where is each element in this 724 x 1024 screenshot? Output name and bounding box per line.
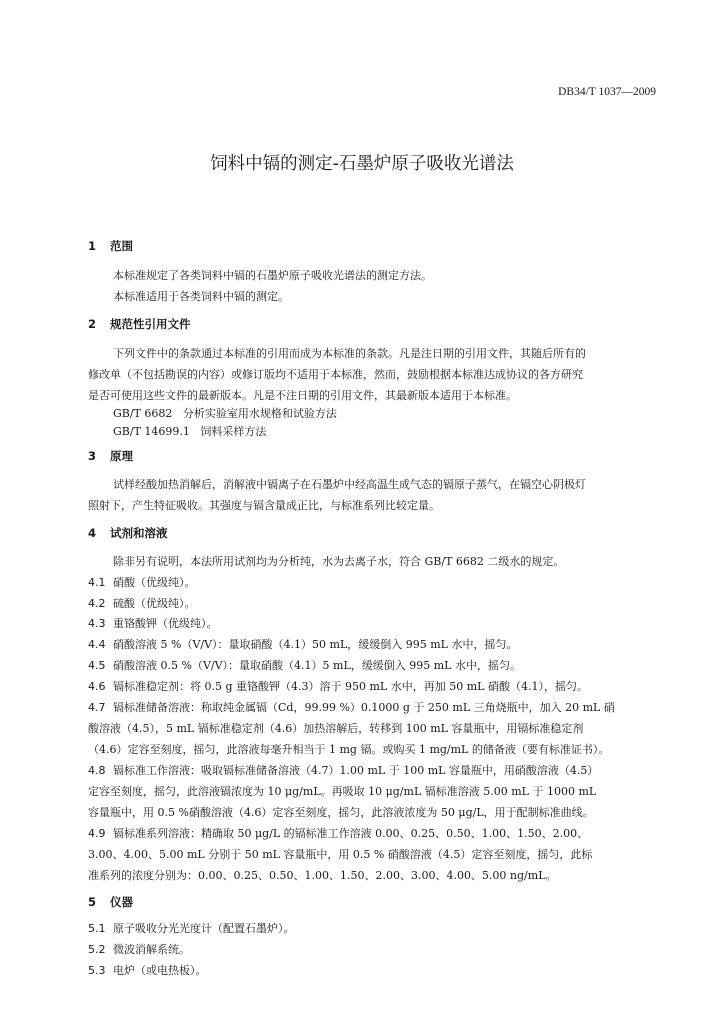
clause-item	[88, 634, 656, 655]
section-5-heading	[88, 894, 133, 910]
clause-text: 微波消解系统。	[113, 943, 190, 956]
clause-text-line: 3.00、4.00、5.00 mL 分别于 50 mL 容量瓶中，用 0.5 % 硝酸溶液（4.5）定容至刻度，摇匀，此标	[88, 848, 593, 861]
paragraph-line: 试样经酸加热消解后，消解液中镉离子在石墨炉中经高温生成气态的镉原子蒸气，在镉空心阴极灯	[113, 478, 586, 491]
section-1-heading	[88, 238, 133, 254]
section-title: 范围	[110, 239, 134, 253]
clause-item	[88, 697, 656, 760]
clause-number: 4.3	[88, 617, 106, 630]
section-4-heading	[88, 525, 168, 541]
section-2-heading	[88, 316, 191, 332]
clause-text: 重铬酸钾（优级纯）。	[113, 617, 218, 630]
clause-text-line: 容量瓶中，用 0.5 %硝酸溶液（4.6）定容至刻度，摇匀，此溶液浓度为 50 μg/L，用于配制标准曲线。	[88, 806, 594, 819]
clause-text: 镉标准稳定剂：将 0.5 g 重铬酸钾（4.3）溶于 950 mL 水中，再加 50 mL 硝酸（4.1），摇匀。	[113, 680, 588, 693]
standard-code: DB34/T 1037—2009	[558, 86, 656, 98]
clause-item	[88, 572, 656, 593]
clause-text: 原子吸收分光光度计（配置石墨炉）。	[113, 922, 295, 935]
clause-number: 4.9	[88, 827, 106, 840]
clause-number: 4.6	[88, 680, 106, 693]
paragraph: 本标准规定了各类饲料中镉的石墨炉原子吸收光谱法的测定方法。	[113, 269, 432, 282]
clause-text: 硝酸（优级纯）。	[113, 576, 196, 589]
clause-text: 硫酸（优级纯）。	[113, 597, 196, 610]
section-number: 4	[88, 526, 97, 540]
clause-number: 5.1	[88, 922, 106, 935]
clause-number: 5.3	[88, 964, 106, 977]
clause-number: 5.2	[88, 943, 106, 956]
clause-text-line: 镉标准储备溶液：称取纯金属镉（Cd，99.99 %）0.1000 g 于 250 mL 三角烧瓶中，加入 20 mL 硝	[113, 701, 615, 714]
section-title: 原理	[110, 449, 134, 463]
clause-item	[88, 760, 656, 823]
clause-item	[88, 655, 656, 676]
paragraph: 除非另有说明，本法所用试剂均为分析纯，水为去离子水，符合 GB/T 6682 二级水的规定。	[113, 555, 565, 568]
section-title: 试剂和溶液	[110, 526, 168, 540]
clause-text: 硝酸溶液 5 %（V/V）：量取硝酸（4.1）50 mL，缓缓倒入 995 mL 水中，摇匀。	[113, 638, 518, 651]
paragraph-line: 是否可使用这些文件的最新版本。凡是不注日期的引用文件，其最新版本适用于本标准。	[88, 389, 517, 402]
clause-number: 4.7	[88, 701, 106, 714]
section-title: 规范性引用文件	[110, 317, 191, 331]
section-number: 5	[88, 895, 97, 909]
clause-item	[88, 593, 656, 614]
clause-number: 4.8	[88, 764, 106, 777]
clause-text-line: 定容至刻度，摇匀，此溶液镉浓度为 10 μg/mL。再吸取 10 μg/mL 镉标准溶液 5.00 mL 于 1000 mL	[88, 785, 597, 798]
clause-item	[88, 823, 656, 886]
clause-item	[88, 613, 656, 634]
paragraph-line: 修改单（不包括勘误的内容）或修订版均不适用于本标准，然而，鼓励根据本标准达成协议的各方研究	[88, 368, 583, 381]
clause-item	[88, 676, 656, 697]
clause-text-line: 镉标准系列溶液：精确取 50 μg/L 的镉标准工作溶液 0.00、0.25、0.50、1.00、1.50、2.00、	[113, 827, 589, 840]
clause-item	[88, 939, 656, 960]
clause-text: 硝酸溶液 0.5 %（V/V）：量取硝酸（4.1）5 mL，缓缓倒入 995 mL 水中，摇匀。	[113, 659, 521, 672]
clause-number: 4.2	[88, 597, 106, 610]
paragraph-line: 下列文件中的条款通过本标准的引用而成为本标准的条款。凡是注日期的引用文件，其随后所有的	[113, 347, 586, 360]
clause-text-line: 酸溶液（4.5），5 mL 镉标准稳定剂（4.6）加热溶解后，转移到 100 mL 容量瓶中，用镉标准稳定剂	[88, 722, 584, 735]
clause-text-line: 镉标准工作溶液：吸取镉标准储备溶液（4.7）1.00 mL 于 100 mL 容量瓶中，用硝酸溶液（4.5）	[113, 764, 599, 777]
document-title: 饲料中镉的测定-石墨炉原子吸收光谱法	[210, 154, 514, 174]
clause-item	[88, 960, 656, 981]
reference-item: GB/T 14699.1 饲料采样方法	[113, 425, 267, 438]
section-number: 2	[88, 317, 97, 331]
clause-item	[88, 918, 656, 939]
section-number: 3	[88, 449, 97, 463]
section-title: 仪器	[110, 895, 134, 909]
section-number: 1	[88, 239, 97, 253]
section-3-heading	[88, 448, 133, 464]
clause-text-line: （4.6）定容至刻度，摇匀，此溶液每毫升相当于 1 mg 镉。或购买 1 mg/mL 的储备液（要有标准证书）。	[88, 743, 610, 756]
reference-item: GB/T 6682 分析实验室用水规格和试验方法	[113, 407, 337, 420]
paragraph: 本标准适用于各类饲料中镉的测定。	[113, 290, 289, 303]
clause-number: 4.1	[88, 576, 106, 589]
clause-number: 4.5	[88, 659, 106, 672]
clause-text: 电炉（或电热板）。	[113, 964, 207, 977]
paragraph-line: 照射下，产生特征吸收。其强度与镉含量成正比，与标准系列比较定量。	[88, 499, 440, 512]
clause-number: 4.4	[88, 638, 106, 651]
clause-text-line: 准系列的浓度分别为：0.00、0.25、0.50、1.00、1.50、2.00、3.00、4.00、5.00 ng/mL。	[88, 869, 557, 882]
